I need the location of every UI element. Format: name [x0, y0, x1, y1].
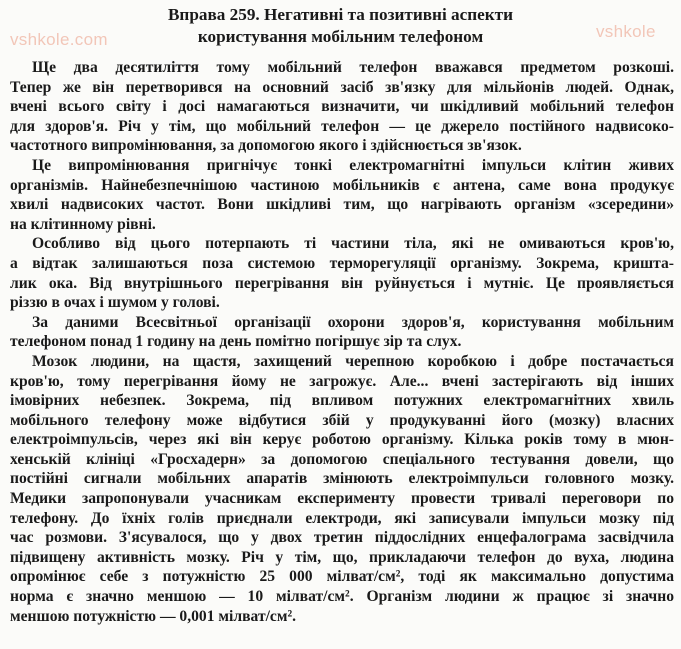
paragraph-5-line: меншою потужністю — 0,001 мілват/см². — [10, 607, 297, 625]
paragraph-2-line: хвилі надвисоких частот. Вони шкідливі тим, що нагрівають організм «зсередини» — [10, 196, 674, 214]
paragraph-1-line: вчені всього світу і досі намагаються визначити, чи шкідливий мобільний телефон — [10, 98, 674, 116]
paragraph-5-line: час розмови. З'ясувалося, що у двох третин піддослідних енцефалограма засвідчила — [10, 529, 674, 547]
title-line-1: Вправа 259. Негативні та позитивні аспекти — [167, 5, 514, 24]
paragraph-1-line: частотного випромінювання, за допомогою якого і здійснюється зв'язок. — [10, 137, 522, 155]
title-line-2: користування мобільним телефоном — [197, 27, 484, 46]
paragraph-5-line: кров'ю, тому перегрівання йому не загрожує. Але... вчені застерігають від інших — [10, 372, 674, 390]
watermark-left: vshkole.com — [10, 30, 108, 49]
paragraph-5-line: Мозок людини, на щастя, захищений черепною коробкою і добре постачається — [32, 352, 674, 370]
paragraph-5-line: електроімпульсів, через які він керує роботою організму. Кілька років тому в мюн- — [10, 431, 674, 449]
paragraph-2-line: організмів. Найнебезпечнішою частиною мобільників є антена, саме вона продукує — [10, 176, 674, 194]
paragraph-2-line: Це випромінювання пригнічує тонкі електромагнітні імпульси клітин живих — [32, 156, 674, 174]
paragraph-1-line: для здоров'я. Річ у тім, що мобільний телефон — це джерело постійного надвисоко- — [10, 117, 674, 135]
paragraph-3-line: різзю в очах і шумом у голові. — [10, 294, 220, 312]
paragraph-5-line: опромінює себе з потужністю 25 000 мілват/см², тоді як максимально допустима — [10, 568, 674, 586]
exercise-text — [10, 58, 674, 626]
watermark-right: vshkole — [596, 22, 656, 41]
paragraph-5-line: телефону. До їхніх голів приєднали електроди, які записували імпульси мозку під — [10, 509, 674, 527]
exercise-title — [0, 4, 681, 48]
paragraph-2-line: на клітинному рівні. — [10, 215, 156, 233]
paragraph-5-line: постійні сигнали мобільних апаратів змінюють електроімпульси головного мозку. — [10, 470, 674, 488]
paragraph-1-line: Тепер же він перетворився на основний засіб зв'язку для мільйонів людей. Однак, — [10, 78, 674, 96]
paragraph-5-line: хенській клініці «Гросхадерн» за допомогою спеціального тестування довели, що — [10, 450, 674, 468]
paragraph-3-line: а відтак залишаються поза системою терморегуляції організму. Зокрема, кришта- — [10, 254, 674, 272]
paragraph-5-line: підвищену активність мозку. Річ у тім, що, прикладаючи телефон до вуха, людина — [10, 548, 674, 566]
paragraph-5-line: норма є значно меншою — 10 мілват/см². Організм людини ж працює зі значно — [10, 588, 674, 606]
paragraph-3-line: Особливо від цього потерпають ті частини тіла, які не омиваються кров'ю, — [32, 235, 674, 253]
paragraph-5-line: мобільного телефону може відбутися збій у продукуванні його (мозку) власних — [10, 411, 674, 429]
paragraph-4-line: За даними Всесвітньої організації охорони здоров'я, користування мобільним — [32, 313, 674, 331]
paragraph-1-line: Ще два десятиліття тому мобільний телефон вважався предметом розкоші. — [32, 59, 674, 76]
paragraph-5-line: імовірних небезпек. Зокрема, під впливом потужних електромагнітних хвиль — [10, 392, 674, 410]
paragraph-4-line: телефоном понад 1 годину на день помітно погіршує зір та слух. — [10, 333, 462, 351]
paragraph-5-line: Медики запропонували учасникам експерименту провести тривалі переговори по — [10, 490, 674, 508]
paragraph-3-line: лик ока. Від внутрішнього перегрівання він руйнується і мутніє. Це проявляється — [10, 274, 674, 292]
